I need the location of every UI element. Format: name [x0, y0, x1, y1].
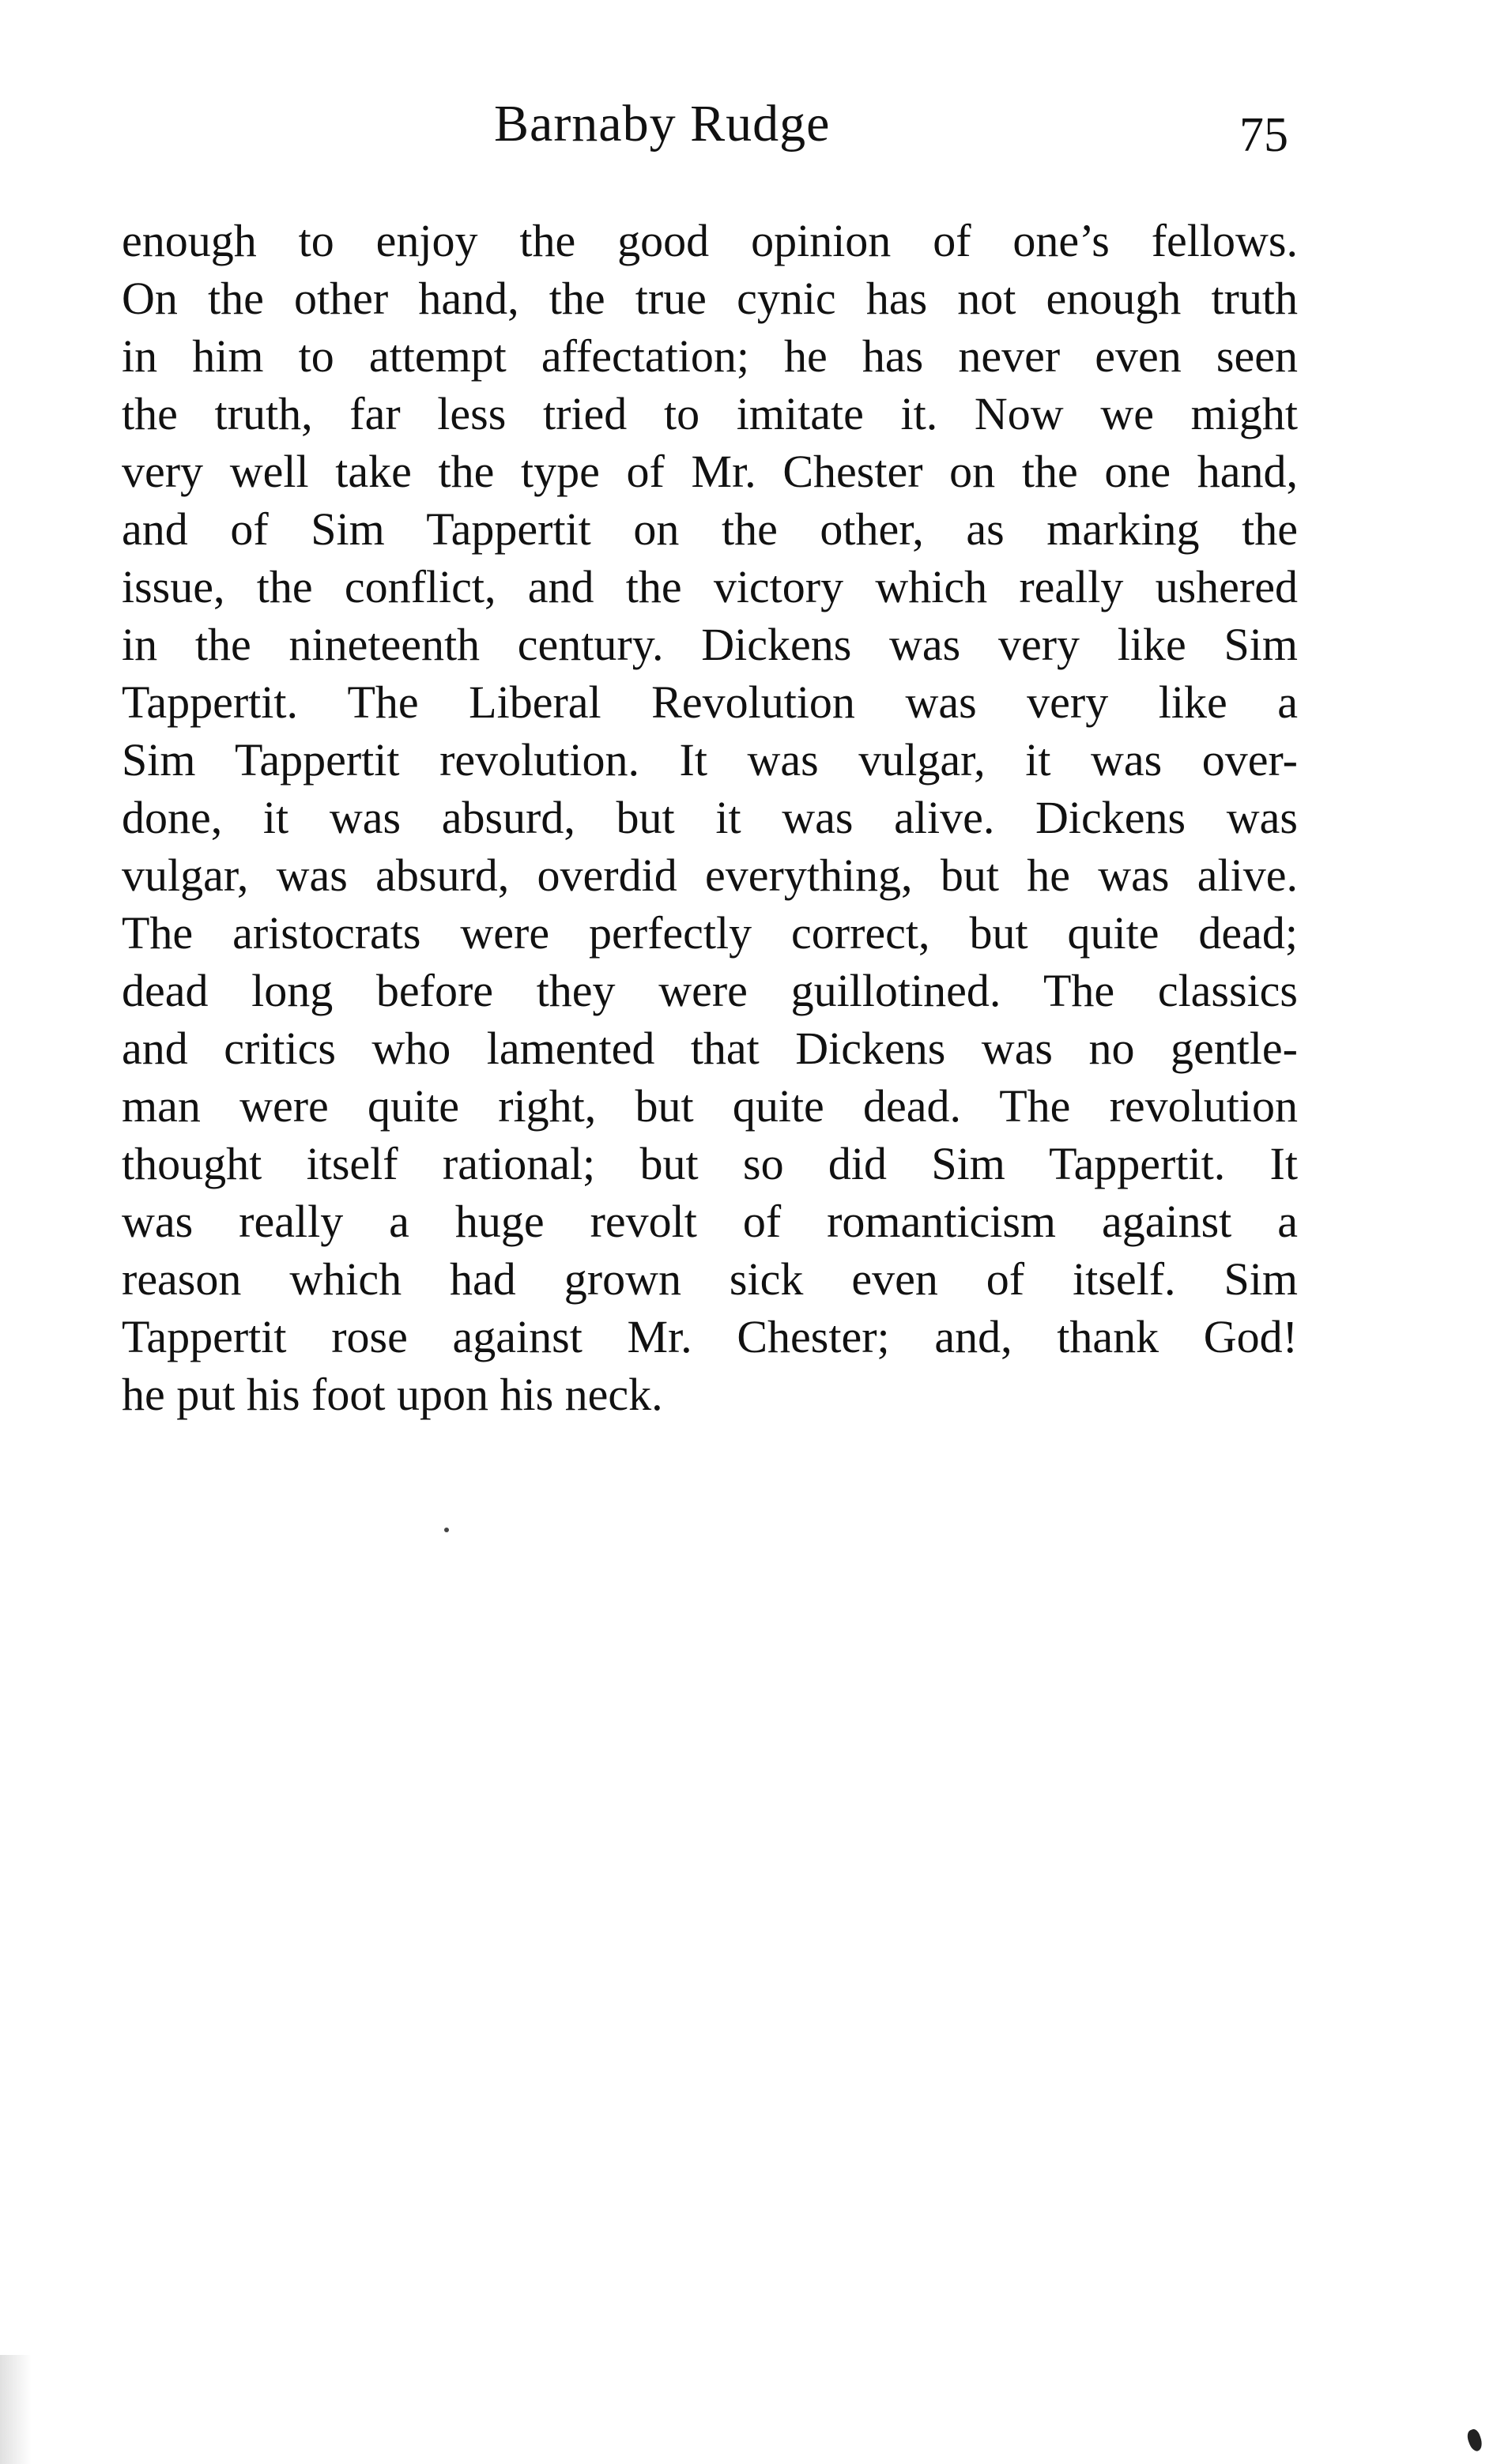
text-line: Sim Tappertit revolution. It was vulgar, it was over- [122, 734, 1298, 786]
text-line: reason which had grown sick even of itself. Sim [122, 1253, 1298, 1305]
text-line: man were quite right, but quite dead. The revolution [122, 1080, 1298, 1132]
text-line: very well take the type of Mr. Chester on the one hand, [122, 446, 1298, 497]
text-line: in the nineteenth century. Dickens was very like Sim [122, 619, 1298, 670]
text-line: done, it was absurd, but it was alive. Dickens was [122, 792, 1298, 843]
text-line: Tappertit. The Liberal Revolution was very like a [122, 676, 1298, 728]
text-line: enough to enjoy the good opinion of one’s fellows. [122, 215, 1298, 266]
page-number: 75 [1239, 108, 1288, 162]
text-line: The aristocrats were perfectly correct, but quite dead; [122, 907, 1298, 959]
text-line: On the other hand, the true cynic has not enough truth [122, 273, 1298, 324]
ink-blot [1465, 2428, 1485, 2453]
running-head [0, 89, 1512, 160]
text-line: in him to attempt affectation; he has never even seen [122, 330, 1298, 382]
running-title: Barnaby Rudge [494, 95, 831, 153]
scan-margin-shadow [0, 2355, 32, 2464]
text-line: thought itself rational; but so did Sim Tappertit. It [122, 1138, 1298, 1189]
text-line: issue, the conflict, and the victory which really ushered [122, 561, 1298, 612]
body-text [122, 212, 1298, 1423]
text-line-final: he put his foot upon his neck. [122, 1369, 663, 1420]
text-line: dead long before they were guillotined. The classics [122, 965, 1298, 1016]
text-line: vulgar, was absurd, overdid everything, but he was alive. [122, 850, 1298, 901]
ink-speck [444, 1528, 449, 1532]
text-line: and critics who lamented that Dickens was no gentle- [122, 1023, 1298, 1074]
text-line: was really a huge revolt of romanticism against a [122, 1196, 1298, 1247]
text-line: the truth, far less tried to imitate it. Now we might [122, 388, 1298, 439]
text-line: Tappertit rose against Mr. Chester; and, thank God! [122, 1311, 1298, 1362]
text-line: and of Sim Tappertit on the other, as marking the [122, 503, 1298, 555]
